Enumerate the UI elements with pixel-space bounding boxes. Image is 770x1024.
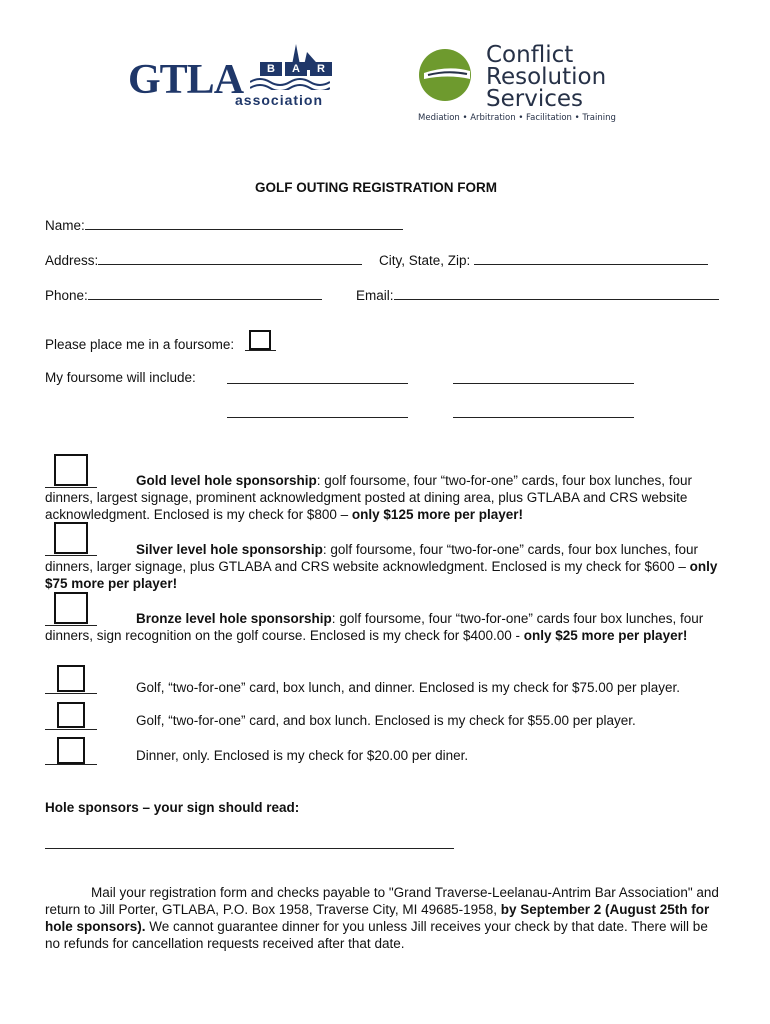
crs-circle-icon — [418, 48, 472, 102]
gold-body: golf foursome, four “two-for-one” cards, four box lunches, four dinners, largest signage, prominent acknowledgment posted at dining area, plus GTLABA and CRS website acknowledgment. Enclosed is my check for $800 – — [45, 473, 692, 522]
crs-title-line-2: Resolution — [486, 64, 607, 90]
gold-sep: : — [316, 473, 325, 488]
dinner-only-checkbox[interactable] — [57, 737, 85, 764]
crs-title-line-1: Conflict — [486, 42, 574, 68]
gold-emphasis: only $125 more per player! — [351, 507, 523, 522]
address-field[interactable] — [98, 250, 362, 265]
golf-lunch-checkbox-underline — [45, 729, 97, 730]
dinner-only-checkbox-underline — [45, 764, 97, 765]
bronze-sep: : — [331, 611, 340, 626]
bar-letter-b: B — [260, 62, 282, 76]
foursome-player-4-field[interactable] — [453, 417, 634, 418]
option-gold — [45, 472, 735, 523]
gtla-logo — [128, 42, 333, 112]
foursome-prompt: Please place me in a foursome: — [45, 337, 235, 352]
city-row — [379, 250, 708, 268]
gold-title: Gold level hole sponsorship — [136, 473, 317, 488]
option-golf-dinner: Golf, “two-for-one” card, box lunch, and dinner. Enclosed is my check for $75.00 per player. — [136, 680, 681, 695]
golf-dinner-checkbox-underline — [45, 693, 97, 694]
silver-sep: : — [322, 542, 331, 557]
bronze-body: golf foursome, four “two-for-one” cards four box lunches, four dinners, sign recognition on the golf course. Enclosed is my check for $400.00 - — [45, 611, 704, 643]
bar-letter-r: R — [310, 62, 332, 76]
email-row — [356, 285, 719, 303]
address-label: Address: — [45, 253, 99, 268]
wave-icon — [250, 76, 330, 90]
email-field[interactable] — [394, 285, 719, 300]
name-label: Name: — [45, 218, 85, 233]
foursome-checkbox-underline — [245, 350, 276, 351]
silver-title: Silver level hole sponsorship — [136, 542, 323, 557]
crs-logo — [418, 44, 618, 128]
golf-dinner-checkbox[interactable] — [57, 665, 85, 692]
foursome-checkbox[interactable] — [249, 330, 271, 350]
option-dinner-only: Dinner, only. Enclosed is my check for $20.00 per diner. — [136, 748, 469, 763]
foursome-player-3-field[interactable] — [227, 417, 408, 418]
silver-body: golf foursome, four “two-for-one” cards, four box lunches, four dinners, larger signage, plus GTLABA and CRS website acknowledgment. Enclosed is my check for $600 – — [45, 542, 698, 574]
option-silver — [45, 541, 735, 592]
bar-letter-a: A — [285, 62, 307, 76]
mail-deadline: by September 2 (August 25th for hole sponsors). — [45, 902, 710, 934]
name-row — [45, 215, 403, 233]
gtla-subtitle: association — [235, 92, 324, 108]
phone-row — [45, 285, 322, 303]
sign-text-field[interactable] — [45, 848, 454, 849]
crs-tagline: Mediation • Arbitration • Facilitation • Training — [418, 113, 616, 123]
email-label: Email: — [356, 288, 394, 303]
city-field[interactable] — [474, 250, 708, 265]
bronze-emphasis: only $25 more per player! — [523, 628, 688, 643]
sign-prompt: Hole sponsors – your sign should read: — [45, 800, 300, 815]
foursome-player-1-field[interactable] — [227, 383, 408, 384]
form-title: GOLF OUTING REGISTRATION FORM — [255, 180, 497, 195]
mail-instructions — [45, 884, 725, 952]
phone-field[interactable] — [88, 285, 322, 300]
option-golf-lunch: Golf, “two-for-one” card, and box lunch. Enclosed is my check for $55.00 per player. — [136, 713, 636, 728]
name-field[interactable] — [85, 215, 403, 230]
foursome-player-2-field[interactable] — [453, 383, 634, 384]
mail-text-part1: Mail your registration form and checks payable to "Grand Traverse-Leelanau-Antrim Bar Association" and return to Jill Porter, GTLABA, P.O. Box 1958, Traverse City, MI 49685-1958, — [45, 885, 719, 917]
foursome-include-label: My foursome will include: — [45, 370, 196, 385]
phone-label: Phone: — [45, 288, 88, 303]
address-row — [45, 250, 362, 268]
golf-lunch-checkbox[interactable] — [57, 702, 85, 728]
city-label: City, State, Zip: — [379, 253, 471, 268]
silver-emphasis: only $75 more per player! — [45, 559, 718, 591]
bronze-title: Bronze level hole sponsorship — [136, 611, 332, 626]
crs-title-line-3: Services — [486, 86, 583, 112]
gtla-wordmark: GTLA — [128, 57, 244, 103]
mail-text-part2: We cannot guarantee dinner for you unless Jill receives your check by that date. There will be no refunds for cancellation requests received after that date. — [45, 919, 708, 951]
option-bronze — [45, 610, 735, 644]
